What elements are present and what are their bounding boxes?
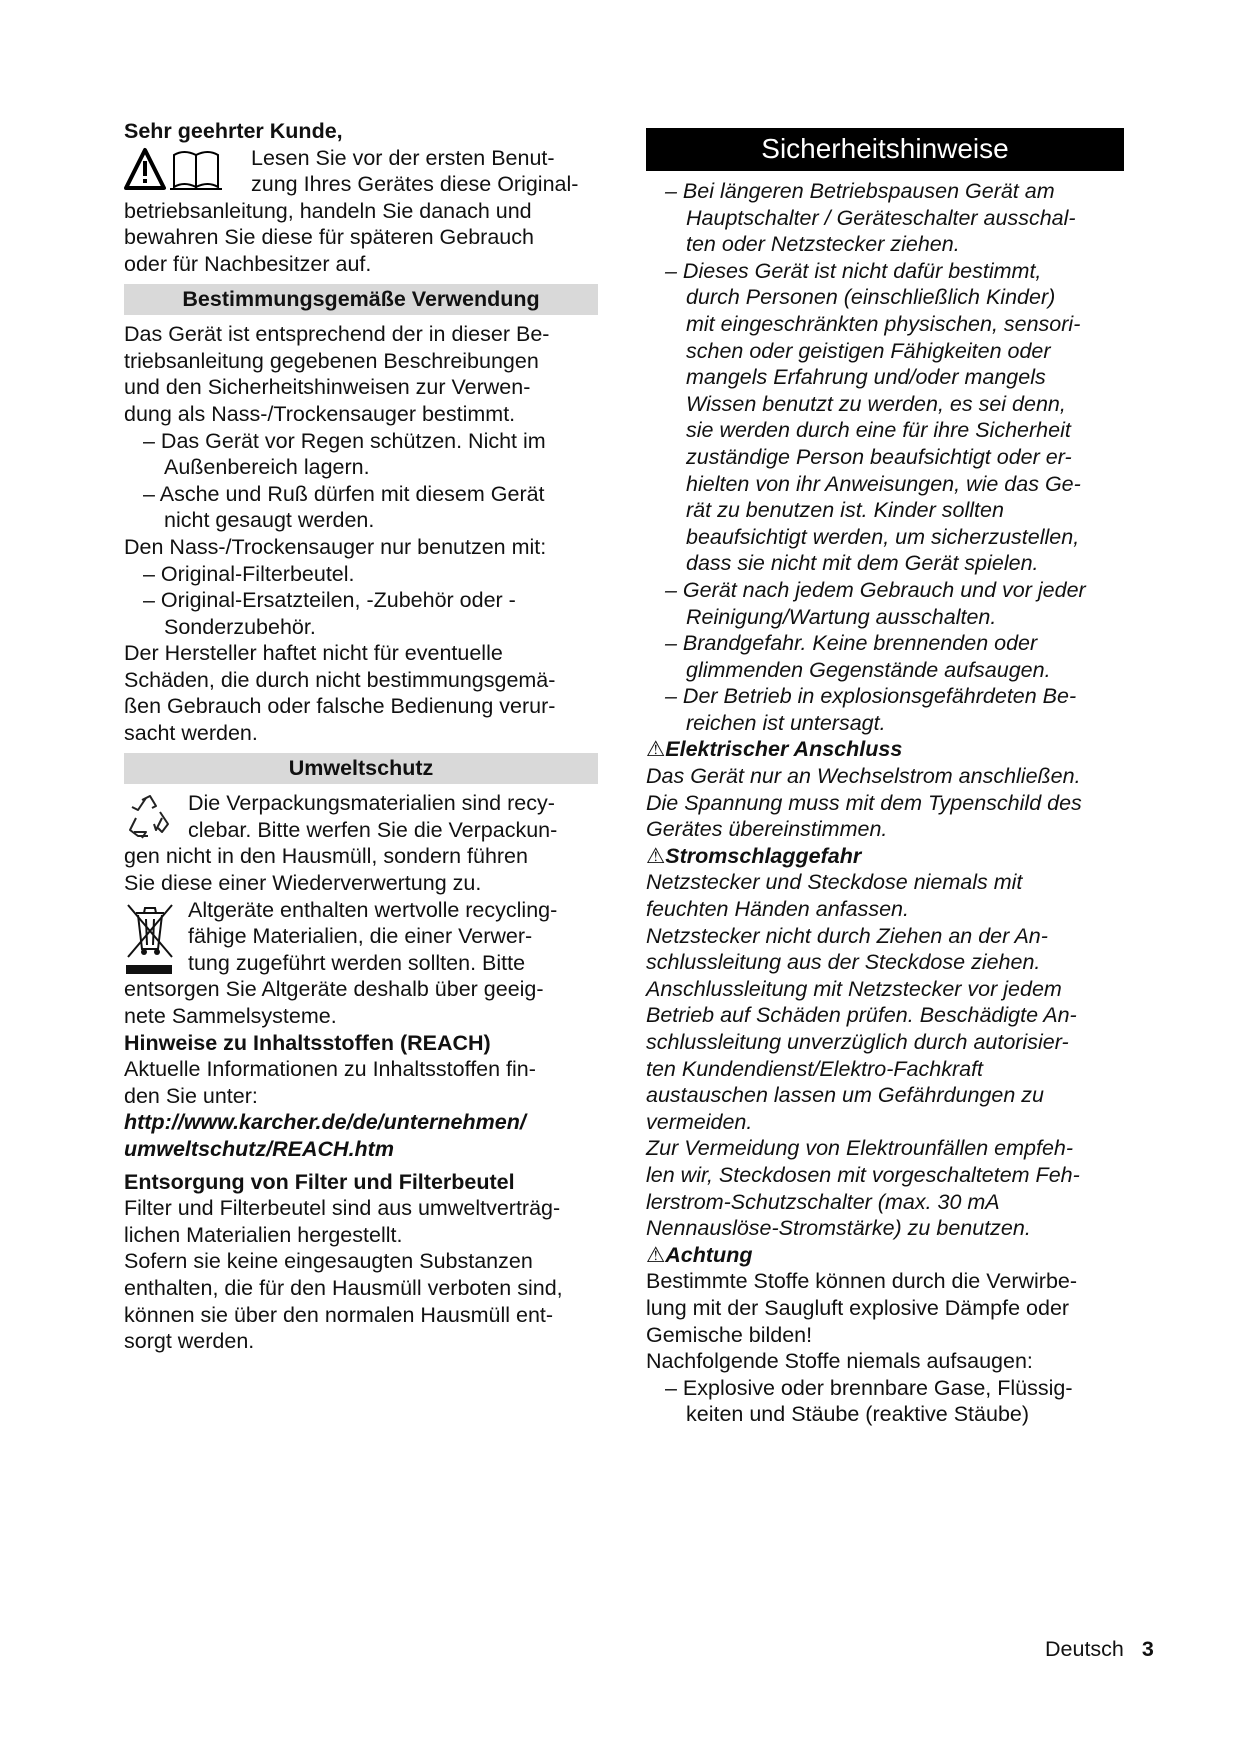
list-line: nicht gesaugt werden.: [164, 508, 375, 533]
safety-line: mangels Erfahrung und/oder mangels: [686, 365, 1046, 390]
reach-url[interactable]: [124, 1109, 598, 1162]
safety-line: – Brandgefahr. Keine brennenden oder: [665, 631, 1038, 656]
caution-list-item: [646, 1375, 1124, 1428]
liability-line: sacht werden.: [124, 721, 258, 746]
shock-line: Netzstecker und Steckdose niemals mit: [646, 870, 1023, 895]
shock-line: Anschlussleitung mit Netzstecker vor jedem: [646, 976, 1062, 1001]
footer-language: Deutsch: [1045, 1637, 1124, 1661]
shock-line: schlussleitung unverzüglich durch autorisier-: [646, 1030, 1069, 1054]
disposal-line: sorgt werden.: [124, 1329, 255, 1354]
section-heading-environment: Umweltschutz: [124, 753, 598, 785]
safety-line: – Gerät nach jedem Gebrauch und vor jeder: [665, 577, 1086, 602]
shock-heading: [646, 843, 1124, 870]
intended-use-line: Das Gerät ist entsprechend der in dieser Be-: [124, 322, 550, 347]
safety-line: – Der Betrieb in explosionsgefährdeten Be-: [665, 684, 1077, 709]
disposal-line: enthalten, die für den Hausmüll verboten sind,: [124, 1275, 563, 1300]
electrical-line: Die Spannung muss mit dem Typenschild des: [646, 790, 1082, 815]
caution-line: Gemische bilden!: [646, 1322, 813, 1347]
shock-line: schlussleitung aus der Steckdose ziehen.: [646, 950, 1041, 975]
list-line: Sonderzubehör.: [164, 614, 316, 639]
list-line: – Explosive oder brennbare Gase, Flüssig-: [665, 1375, 1073, 1400]
section-heading-safety: Sicherheitshinweise: [646, 128, 1124, 171]
list-line: – Asche und Ruß dürfen mit diesem Gerät: [143, 481, 545, 506]
weee-line: tung zugeführt werden sollten. Bitte: [188, 950, 526, 975]
url-line[interactable]: http://www.karcher.de/de/unternehmen/: [124, 1110, 526, 1135]
electrical-heading-text: Elektrischer Anschluss: [665, 737, 903, 762]
intro-line-5: oder für Nachbesitzer auf.: [124, 251, 372, 276]
safety-line: reichen ist untersagt.: [686, 710, 886, 735]
shock-line: len wir, Steckdosen mit vorgeschaltetem Feh-: [646, 1162, 1080, 1187]
greeting: Sehr geehrter Kunde,: [124, 119, 343, 143]
list-line: – Original-Ersatzteilen, -Zubehör oder -: [143, 588, 516, 613]
weee-line: fähige Materialien, die einer Verwer-: [188, 924, 533, 949]
shock-line: vermeiden.: [646, 1109, 753, 1134]
safety-line: – Bei längeren Betriebspausen Gerät am: [665, 179, 1055, 203]
shock-line: Nennauslöse-Stromstärke) zu benutzen.: [646, 1216, 1031, 1241]
electrical-line: Gerätes übereinstimmen.: [646, 817, 888, 842]
weee-line: nete Sammelsysteme.: [124, 1004, 337, 1028]
recycle-line: clebar. Bitte werfen Sie die Verpackun-: [188, 817, 558, 842]
shock-line: Zur Vermeidung von Elektrounfällen empfeh-: [646, 1136, 1074, 1161]
disposal-heading: Entsorgung von Filter und Filterbeutel: [124, 1169, 515, 1194]
safety-line: zuständige Person beaufsichtigt oder er-: [686, 444, 1072, 469]
safety-line: durch Personen (einschließlich Kinder): [686, 285, 1056, 310]
liability-line: ßen Gebrauch oder falsche Bedienung verur-: [124, 694, 556, 719]
safety-item: [646, 683, 1124, 736]
intended-use-line: triebsanleitung gegebenen Beschreibungen: [124, 348, 539, 373]
recycle-line: Die Verpackungsmaterialien sind recy-: [188, 791, 555, 816]
intended-use-line: und den Sicherheitshinweisen zur Verwen-: [124, 375, 531, 400]
list-line: keiten und Stäube (reaktive Stäube): [686, 1402, 1030, 1427]
caution-heading: [646, 1242, 1124, 1269]
disposal-line: können sie über den normalen Hausmüll ent-: [124, 1302, 554, 1327]
safety-line: sie werden durch eine für ihre Sicherheit: [686, 418, 1071, 443]
safety-line: beaufsichtigt werden, um sicherzustellen,: [686, 524, 1080, 549]
warning-icon: ⚠: [646, 1242, 666, 1267]
warning-icon: ⚠: [646, 843, 666, 868]
safety-line: rät zu benutzen ist. Kinder sollten: [686, 498, 1004, 523]
safety-line: ten oder Netzstecker ziehen.: [686, 232, 960, 257]
section-heading-intended-use: Bestimmungsgemäße Verwendung: [124, 284, 598, 316]
safety-line: schen oder geistigen Fähigkeiten oder: [686, 338, 1051, 363]
page-footer: [1045, 1637, 1154, 1662]
safety-line: Wissen benutzt zu werden, es sei denn,: [686, 391, 1066, 416]
shock-line: feuchten Händen anfassen.: [646, 897, 909, 922]
caution-line: lung mit der Saugluft explosive Dämpfe oder: [646, 1295, 1070, 1320]
safety-line: hielten von ihr Anweisungen, wie das Ge-: [686, 471, 1081, 496]
weee-line: entsorgen Sie Altgeräte deshalb über geeig-: [124, 977, 544, 1002]
safety-item: [646, 258, 1124, 577]
safety-item: [646, 577, 1124, 630]
intro-block: [124, 145, 598, 198]
safety-line: glimmenden Gegenstände aufsaugen.: [686, 657, 1051, 682]
list-line: Außenbereich lagern.: [164, 455, 370, 480]
shock-line: lerstrom-Schutzschalter (max. 30 mA: [646, 1189, 1000, 1214]
warning-icon: ⚠: [646, 737, 666, 762]
caution-line: Bestimmte Stoffe können durch die Verwirbe-: [646, 1269, 1078, 1294]
electrical-heading: [646, 736, 1124, 763]
intro-line-4: bewahren Sie diese für späteren Gebrauch: [124, 225, 534, 250]
reach-line: Aktuelle Informationen zu Inhaltsstoffen fin-: [124, 1057, 536, 1082]
liability-line: Der Hersteller haftet nicht für eventuelle: [124, 641, 503, 666]
shock-line: Netzstecker nicht durch Ziehen an der An-: [646, 923, 1048, 948]
shock-line: Betrieb auf Schäden prüfen. Beschädigte An-: [646, 1003, 1077, 1028]
electrical-line: Das Gerät nur an Wechselstrom anschließen.: [646, 764, 1081, 789]
caution-line: Nachfolgende Stoffe niemals aufsaugen:: [646, 1349, 1033, 1374]
list-item-ash: [124, 481, 598, 534]
disposal-line: lichen Materialien hergestellt.: [124, 1222, 403, 1247]
weee-block: [124, 897, 598, 977]
crossed-bin-icon: [124, 899, 176, 977]
safety-line: Reinigung/Wartung ausschalten.: [686, 604, 997, 629]
intended-use-line: dung als Nass-/Trockensauger bestimmt.: [124, 401, 516, 426]
recycle-line: Sie diese einer Wiederverwertung zu.: [124, 871, 482, 896]
disposal-line: Filter und Filterbeutel sind aus umweltverträg-: [124, 1196, 561, 1221]
intro-line-1: Lesen Sie vor der ersten Benut-: [251, 145, 555, 170]
recycle-block: [124, 790, 598, 843]
left-column: [124, 118, 598, 1355]
list-line: – Das Gerät vor Regen schützen. Nicht im: [143, 428, 546, 453]
shock-heading-text: Stromschlaggefahr: [665, 843, 862, 868]
safety-line: – Dieses Gerät ist nicht dafür bestimmt,: [665, 258, 1042, 283]
recycle-icon: [124, 792, 174, 842]
safety-line: mit eingeschränkten physischen, sensori-: [686, 311, 1081, 336]
safety-line: Hauptschalter / Geräteschalter ausschal-: [686, 205, 1076, 230]
use-with-text: Den Nass-/Trockensauger nur benutzen mit:: [124, 534, 547, 559]
recycle-line: gen nicht in den Hausmüll, sondern führen: [124, 844, 528, 869]
list-item-rain: [124, 428, 598, 481]
liability-line: Schäden, die durch nicht bestimmungsgemä-: [124, 667, 556, 692]
disposal-line: Sofern sie keine eingesaugten Substanzen: [124, 1249, 533, 1274]
reach-line: den Sie unter:: [124, 1083, 258, 1108]
intro-line-3: betriebsanleitung, handeln Sie danach und: [124, 198, 532, 223]
safety-line: dass sie nicht mit dem Gerät spielen.: [686, 551, 1039, 576]
url-line[interactable]: umweltschutz/REACH.htm: [124, 1136, 394, 1161]
caution-heading-text: Achtung: [665, 1242, 753, 1267]
reach-heading: Hinweise zu Inhaltsstoffen (REACH): [124, 1030, 491, 1055]
safety-item: [646, 178, 1124, 258]
list-item-filterbag: – Original-Filterbeutel.: [143, 561, 355, 586]
warning-manual-icon: [124, 147, 232, 193]
safety-item: [646, 630, 1124, 683]
shock-line: austauschen lassen um Gefährdungen zu: [646, 1083, 1045, 1108]
intro-line-2: zung Ihres Gerätes diese Original-: [251, 172, 579, 197]
list-item-spare-parts: [124, 587, 598, 640]
shock-line: ten Kundendienst/Elektro-Fachkraft: [646, 1056, 984, 1081]
weee-line: Altgeräte enthalten wertvolle recycling-: [188, 897, 558, 922]
right-column: [646, 118, 1124, 1428]
page-number: 3: [1141, 1637, 1154, 1661]
